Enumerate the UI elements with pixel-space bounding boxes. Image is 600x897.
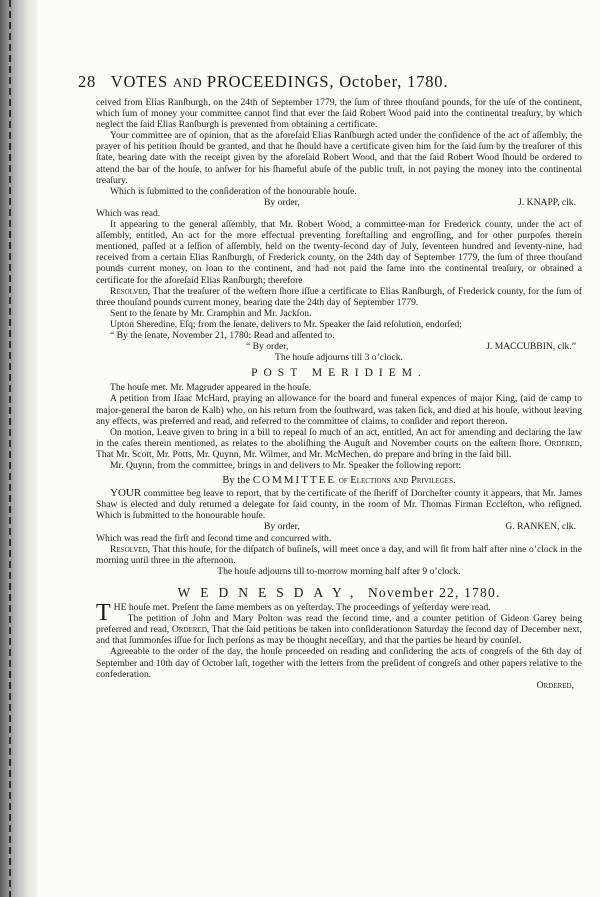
paragraph-house-met-wed: THE houſe met. Preſent the ſame members as on yeſterday. The proceedings of yeſterday were read.: [96, 600, 491, 627]
signature-maccubbin: [96, 341, 582, 352]
paragraph-receipt: ceived from Elias Ranſburgh, on the 24th of September 1779, the ſum of three thouſand pounds, for the uſe of the continent, which ſum of money your committee cannot find that ever the ſaid Robert Wood paid into the continental treaſury, by which neglect the ſaid Elias Ranſburgh is prevented from obtaining a certificate.: [96, 97, 582, 131]
paragraph-committee-opinion: Your committee are of opinion, that as the aforeſaid Elias Ranſburgh acted under the confidence of the act of aſſembly, the prayer of his petition ſhould be granted, and that he ſhould have a certificate given him for the ſaid ſum by the treaſurer of this ſtate, bearing date with the receipt given by the aforeſaid Robert Wood, and that the ſaid Robert Wood ſhould be ordered to attend the bar of the houſe, to anſwer for his ſhameful abuſe of the public truſt, in not paying the money into the continental treaſury.: [96, 130, 582, 186]
paragraph-resolved-treasurer: Resolved, That the treaſurer of the weſtern ſhore iſſue a certificate to Elias Ranſburgh, of Frederick county, for the ſum of three thouſand pounds current money, bearing date the 24th day of September 1779.: [96, 285, 582, 308]
by-order-label: “ By order,: [246, 341, 289, 353]
paragraph-house-met: The houſe met. Mr. Magruder appeared in the houſe.: [110, 382, 312, 394]
signature-knapp: [96, 197, 582, 208]
by-order-label: By order,: [264, 521, 300, 533]
header-date: October, 1780.: [339, 72, 449, 91]
clerk-name: G. RANKEN, clk.: [505, 521, 576, 533]
paragraph-sent-senate: Sent to the ſenate by Mr. Cramphin and Mr. Jackſon.: [110, 307, 312, 319]
committee-heading: By the COMMITTEE of Elections and Privileges.: [222, 474, 456, 487]
header-and: AND: [172, 75, 202, 90]
section-heading-post-meridiem: POST MERIDIEM.: [251, 367, 427, 380]
document-page: [78, 72, 582, 691]
paragraph-motion-bill: On motion, Leave given to bring in a bill to repeal ſo much of an act, entitled, An act for amending and declaring the law in the caſes therein mentioned, as relates to the aboliſhing the Auguſt and November courts on the eaſtern ſhore. Ordered, That Mr. Scott, Mr. Potts, Mr. Quynn, Mr. Wilmer, and Mr. McMechen, do prepare and bring in the ſaid bill.: [96, 426, 582, 460]
by-order-label: By order,: [264, 196, 300, 208]
paragraph-congress-acts: Agreeable to the order of the day, the houſe proceeded on reading and conſidering the acts of congreſs of the 6th day of September and 10th day of October laſt, together with the letters from the preſident of congreſs and other papers relative to the confederation.: [96, 646, 582, 680]
book-binding-edge: [0, 0, 38, 897]
paragraph-appearing: It appearing to the general aſſembly, that Mr. Robert Wood, a committee-man for Frederick county, under the act of aſſembly, entitled, An act for the more effectual preventing foreſtalling and engroſſing, and for other purpoſes therein mentioned, paſſed at a ſeſſion of aſſembly, held on the twenty-ſecond day of July, ſeventeen hundred and ſeventy-nine, had received from a certain Elias Ranſburgh, of Frederick county, on the 24th day of September 1779, the ſum of three thouſand pounds current money, on loan to the continent, and had not paid the ſame into the continental treaſury, or obtained a certificate for the aforeſaid Elias Ranſburgh; therefore: [96, 219, 582, 286]
paragraph-concurred: Which was read the firſt and ſecond time and concurred with.: [96, 532, 332, 544]
ordered-word: Ordered,: [171, 624, 210, 636]
clerk-name: J. MACCUBBIN, clk.”: [486, 341, 576, 353]
your-word: YOUR: [110, 487, 142, 500]
ordered-word: Ordered,: [544, 437, 582, 449]
paragraph-resolved-sitting: Resolved, That this houſe, for the diſpatch of buſineſs, will meet once a day, and will ſit from half after nine o’clock in the morning until three in the afternoon.: [96, 543, 582, 566]
paragraph-senate-assent: “ By the ſenate, November 21, 1780: Read and aſſented to.: [110, 329, 335, 341]
running-header: [78, 72, 582, 92]
resolved-word: Resolved,: [110, 285, 151, 297]
paragraph-election-report: YOUR committee beg leave to report, that by the certificate of the ſheriff of Dorcheſter county it appears, that Mr. James Shaw is elected and duly returned a delegate for ſaid county, in the room of Mr. Thomas Firman Eccleſton, who reſigned. Which is ſubmitted to the honourable houſe.: [96, 487, 582, 522]
paragraph-submitted: Which is ſubmitted to the conſideration of the honourable houſe.: [110, 185, 357, 197]
adjournment-note: The houſe adjourns till 3 o’clock.: [275, 352, 403, 364]
catchword: Ordered,: [536, 679, 574, 691]
day-heading: [96, 584, 582, 600]
page-number: 28: [78, 72, 97, 91]
paragraph-sheredine: Upton Sheredine, Eſq; from the ſenate, delivers to Mr. Speaker the ſaid reſolution, endorſed;: [110, 318, 462, 330]
day-date: November 22, 1780.: [367, 584, 501, 600]
paragraph-quynn-report: Mr. Quynn, from the committee, brings in and delivers to Mr. Speaker the following report:: [110, 460, 462, 471]
paragraph-read: Which was read.: [96, 207, 161, 219]
day-name: WEDNESDAY,: [177, 584, 364, 600]
drop-cap: T: [96, 600, 111, 627]
resolved-word: Resolved,: [110, 543, 151, 555]
header-proceedings: PROCEEDINGS,: [206, 72, 335, 91]
signature-ranken: [96, 521, 582, 532]
clerk-name: J. KNAPP, clk.: [518, 196, 576, 208]
paragraph-polton-petition: The petition of John and Mary Polton was read the ſecond time, and a counter petition of Gideon Garey being preferred and read, Ordered, That the ſaid petitions be taken into conſiderationon Saturday the ſecond day of December next, and that ſummonſes iſſue for ſuch perſons as may be thought neceſſary, and that the parties be heard by counſel.: [96, 613, 582, 647]
paragraph-petition-mchard: A petition from Iſaac McHard, praying an allowance for the board and funeral expences of major King, (aid de camp to major-general the baron de Kalb) who, on his return from the ſouthward, was taken ſick, and died at his houſe, without leaving any effects, was preferred and read, and referred to the committee of claims, to conſider and report thereon.: [96, 393, 582, 427]
adjournment-note: The houſe adjourns till to-morrow morning half after 9 o’clock.: [217, 565, 461, 577]
header-votes: VOTES: [110, 72, 168, 91]
